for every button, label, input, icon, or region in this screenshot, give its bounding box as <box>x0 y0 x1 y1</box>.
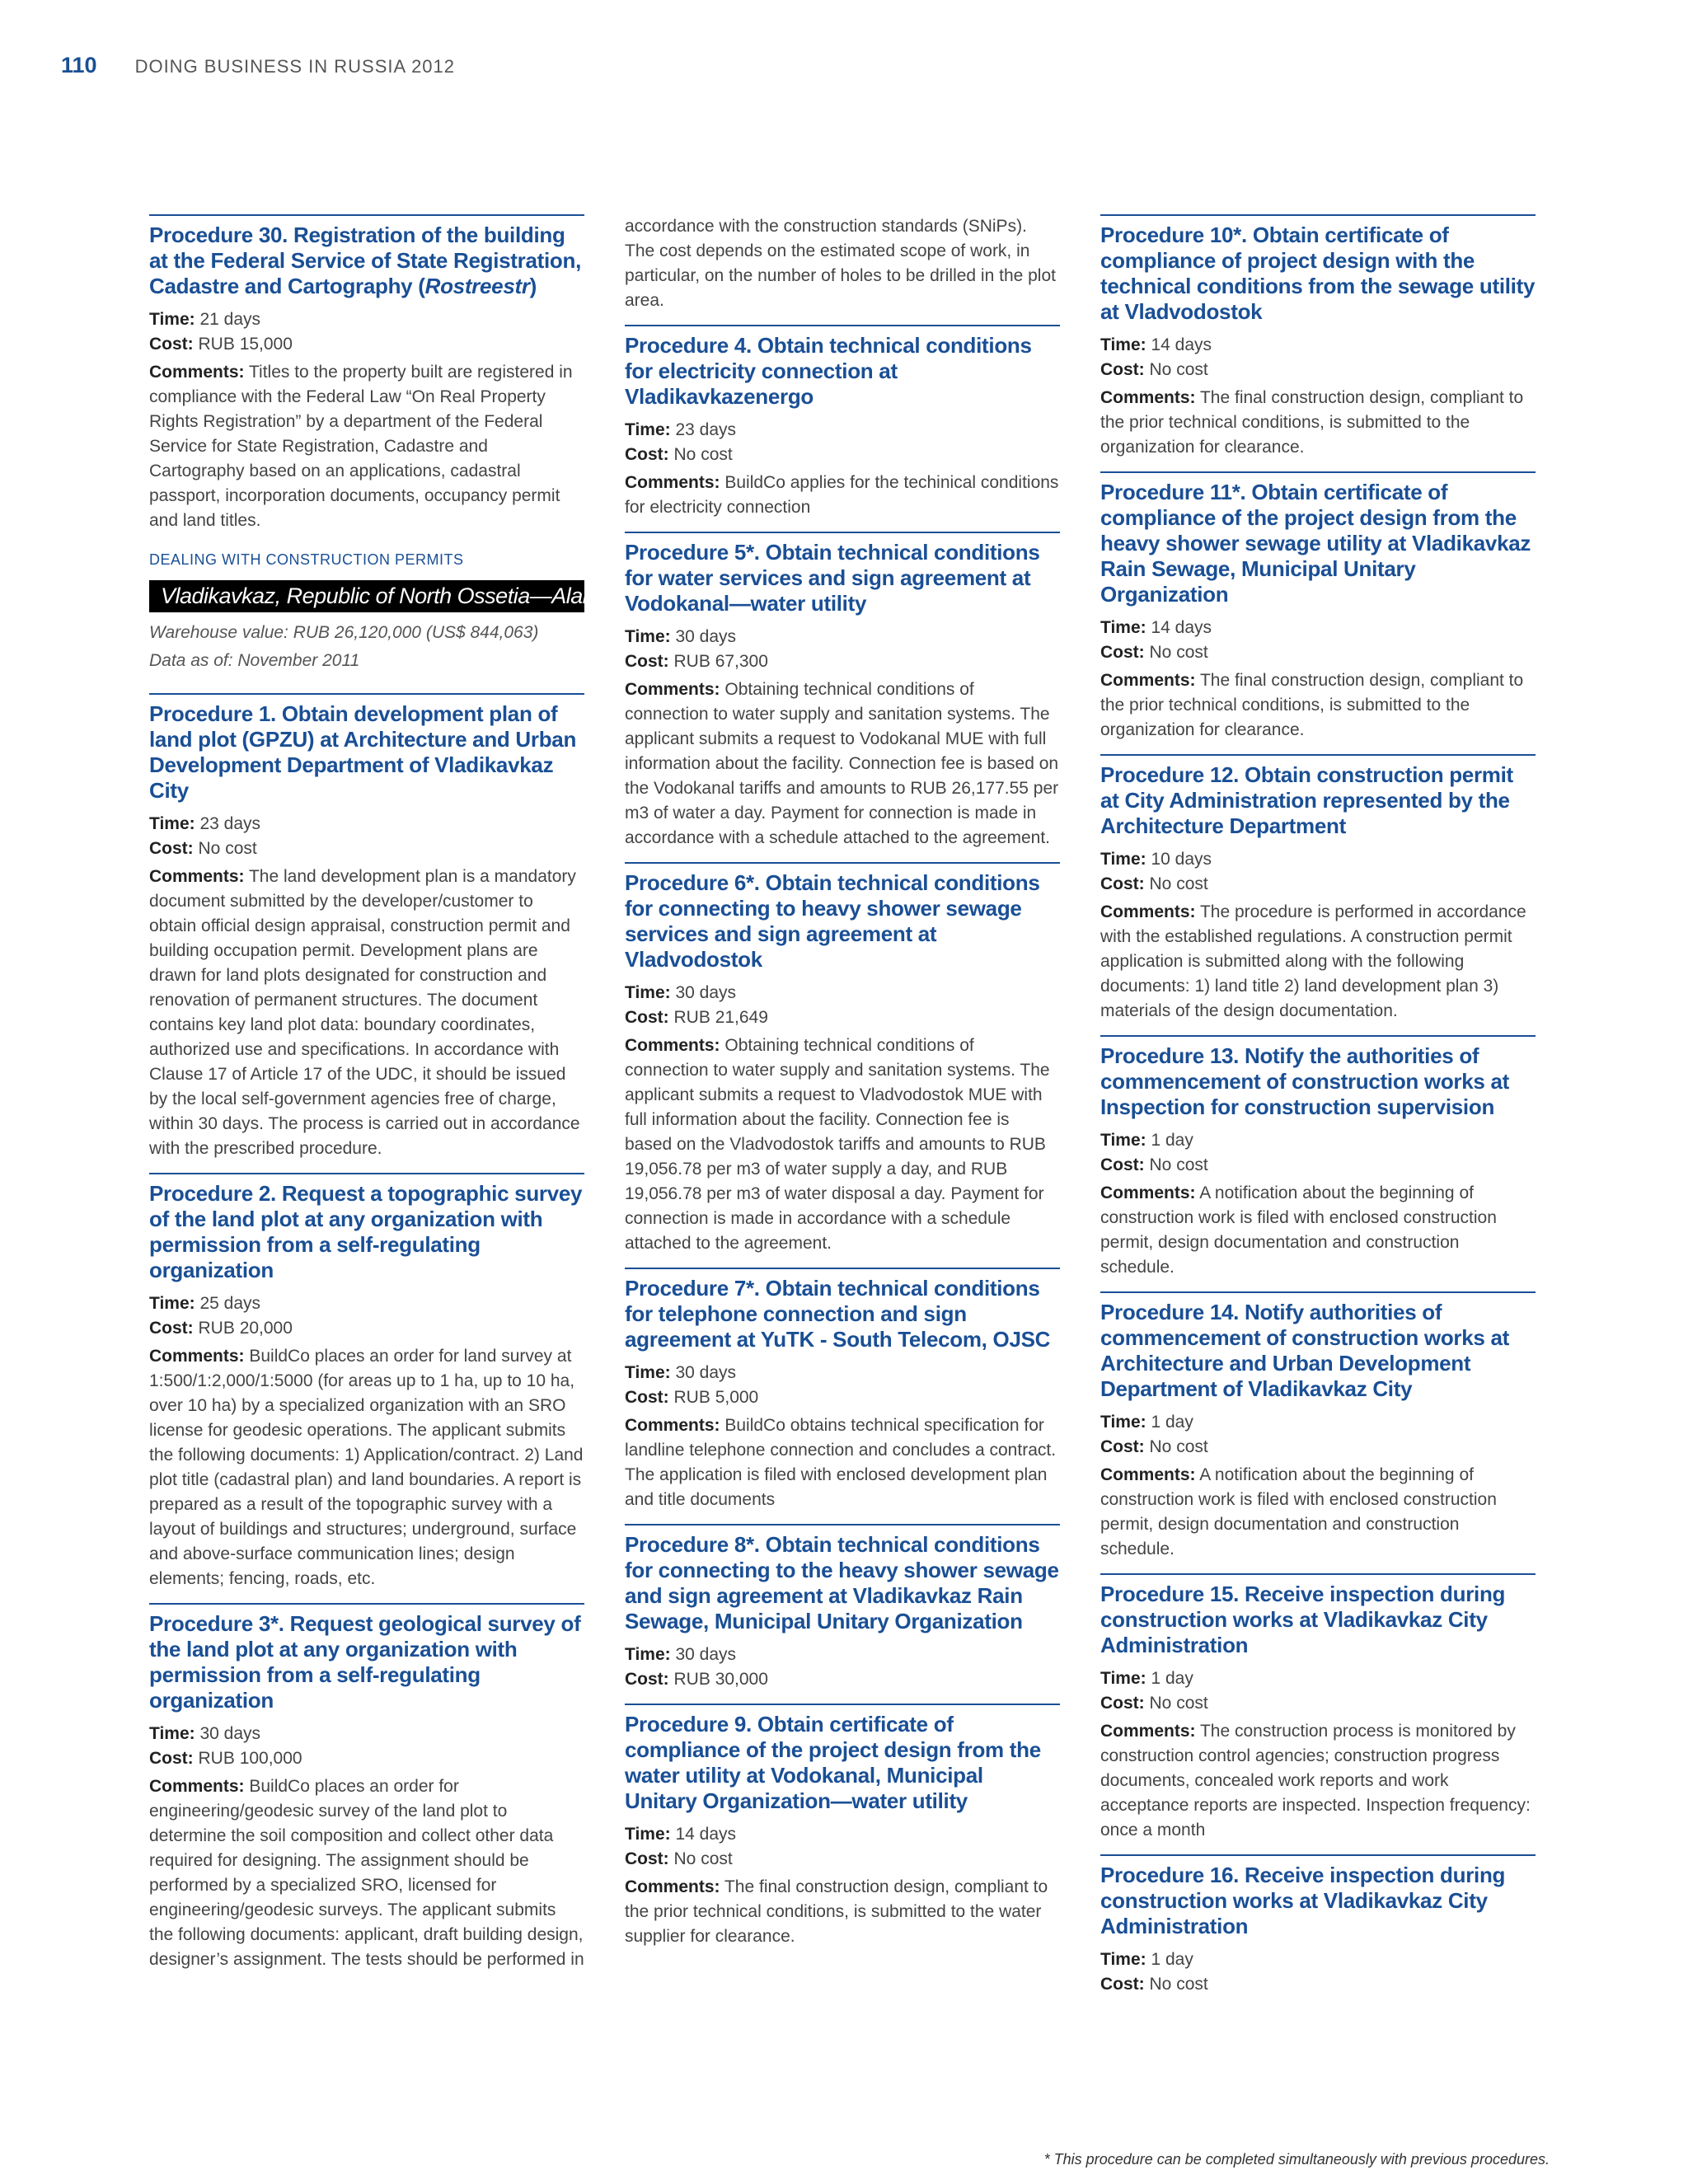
procedure-9 <box>625 1704 1060 1949</box>
time-field: Time: 1 day <box>1100 1669 1193 1688</box>
cost-field: Cost: RUB 30,000 <box>625 1670 768 1689</box>
time-field: Time: 30 days <box>625 627 737 646</box>
time-field: Time: 23 days <box>625 420 737 439</box>
cost-field: Cost: No cost <box>625 445 733 464</box>
time-field: Time: 10 days <box>1100 850 1212 869</box>
cost-field: Cost: RUB 67,300 <box>625 652 768 671</box>
time-field: Time: 14 days <box>625 1825 737 1844</box>
comments-field: Comments: The final construction design, compliant to the prior technical conditions, is submitted to the organization for clearance. <box>1100 671 1524 739</box>
time-field: Time: 14 days <box>1100 618 1212 637</box>
procedure-3 <box>149 1603 584 1972</box>
footnote: * This procedure can be completed simultaneously with previous procedures. <box>1043 2151 1550 2168</box>
column-1 <box>149 214 612 1984</box>
city-banner: Vladikavkaz, Republic of North Ossetia—Alania <box>149 580 584 612</box>
procedure-title: Procedure 2. Request a topographic survey of the land plot at any organization with permission from a self-regulating organization <box>149 1181 583 1282</box>
procedure-8 <box>625 1524 1060 1692</box>
procedure-title: Procedure 4. Obtain technical conditions for electricity connection at Vladikavkazenergo <box>625 333 1032 409</box>
time-field: Time: 14 days <box>1100 335 1212 354</box>
cost-field: Cost: No cost <box>625 1849 733 1868</box>
procedure-title: Procedure 13. Notify the authorities of commencement of construction works at Inspection for construction supervision <box>1100 1043 1510 1119</box>
procedure-12 <box>1100 754 1536 1024</box>
time-field: Time: 30 days <box>625 983 737 1002</box>
cost-field: Cost: RUB 21,649 <box>625 1008 768 1027</box>
data-as-of: Data as of: November 2011 <box>149 651 360 670</box>
cost-field: Cost: No cost <box>1100 360 1208 379</box>
section-label: DEALING WITH CONSTRUCTION PERMITS <box>149 551 464 568</box>
procedure-title: Procedure 5*. Obtain technical conditions for water services and sign agreement at Vodokanal—water utility <box>625 540 1040 616</box>
comments-field: Comments: The construction process is monitored by construction control agencies; construction progress documents, concealed work reports and work acceptance reports are inspected. Inspection frequency: once a month <box>1100 1722 1531 1840</box>
warehouse-value: Warehouse value: RUB 26,120,000 (US$ 844,063) <box>149 623 539 642</box>
comments-field: Comments: Titles to the property built are registered in compliance with the Federal Law “On Real Property Rights Registration” by a department of the Federal Service for State Registration, Cadastre and Cartography based on an applications, cadastral passport, incorporation documents, occupancy permit and land titles. <box>149 363 573 530</box>
page-header <box>61 53 455 78</box>
procedure-title: Procedure 6*. Obtain technical conditions for connecting to heavy shower sewage services and sign agreement at Vladvodostok <box>625 870 1040 972</box>
continued-text: accordance with the construction standards (SNiPs). The cost depends on the estimated scope of work, in particular, on the number of holes to be drilled in the plot area. <box>625 217 1056 310</box>
procedure-title: Procedure 10*. Obtain certificate of compliance of project design with the technical conditions from the sewage utility at Vladvodostok <box>1100 223 1536 324</box>
cost-field: Cost: RUB 100,000 <box>149 1749 302 1768</box>
running-title: DOING BUSINESS IN RUSSIA 2012 <box>134 56 456 77</box>
procedure-1 <box>149 693 584 1161</box>
cost-field: Cost: RUB 20,000 <box>149 1319 293 1338</box>
time-field: Time: 1 day <box>1100 1413 1193 1432</box>
comments-field: Comments: Obtaining technical conditions of connection to water supply and sanitation systems. The applicant submits a request to Vodokanal MUE with full information about the facility. Connection fee is based on the Vodokanal tariffs and amounts to RUB 26,177.55 per m3 of water a day. Payment for connection is made in accordance with a schedule attached to the agreement. <box>625 680 1059 847</box>
time-field: Time: 30 days <box>625 1363 737 1382</box>
comments-field: Comments: BuildCo applies for the techinical conditions for electricity connection <box>625 473 1059 517</box>
procedure-title: Procedure 14. Notify authorities of commencement of construction works at Architecture and Urban Development Department of Vladikavkaz City <box>1100 1300 1510 1401</box>
time-field: Time: 30 days <box>149 1724 261 1743</box>
column-2 <box>625 214 1060 1961</box>
procedure-2 <box>149 1173 584 1591</box>
cost-field: Cost: No cost <box>1100 1694 1208 1713</box>
cost-field: Cost: RUB 15,000 <box>149 335 293 354</box>
time-field: Time: 1 day <box>1100 1950 1193 1969</box>
procedure-30 <box>149 214 584 533</box>
cost-field: Cost: No cost <box>1100 1437 1208 1456</box>
cost-field: Cost: No cost <box>1100 1975 1208 1994</box>
cost-field: Cost: No cost <box>1100 1155 1208 1174</box>
procedure-14 <box>1100 1291 1536 1562</box>
comments-field: Comments: A notification about the beginning of construction work is filed with enclosed construction permit, design documentation and construction schedule. <box>1100 1465 1497 1558</box>
time-field: Time: 1 day <box>1100 1131 1193 1150</box>
time-field: Time: 23 days <box>149 814 261 833</box>
column-3 <box>1100 214 1536 2008</box>
comments-field: Comments: BuildCo places an order for engineering/geodesic survey of the land plot to determine the soil composition and collect other data required for designing. The assignment should be performed by a specialized SRO, licensed for engineering/geodesic surveys. The applicant submits the following documents: applicant, draft building design, designer’s assignment. The tests should be performed in <box>149 1777 584 1969</box>
procedure-title: Procedure 30. Registration of the building at the Federal Service of State Registration, Cadastre and Cartography (Rostreestr) <box>149 223 581 298</box>
comments-field: Comments: The final construction design, compliant to the prior technical conditions, is submitted to the water supplier for clearance. <box>625 1877 1048 1946</box>
city-meta <box>149 619 584 675</box>
cost-field: Cost: No cost <box>1100 643 1208 662</box>
procedure-title: Procedure 9. Obtain certificate of compliance of the project design from the water utility at Vodokanal, Municipal Unitary Organization—water utility <box>625 1712 1041 1813</box>
procedure-title: Procedure 16. Receive inspection during construction works at Vladikavkaz City Administration <box>1100 1863 1506 1938</box>
comments-field: Comments: The procedure is performed in accordance with the established regulations. A construction permit application is submitted along with the following documents: 1) land title 2) land development plan 3) materials of the design documentation. <box>1100 902 1526 1020</box>
comments-field: Comments: The land development plan is a mandatory document submitted by the developer/customer to obtain official design appraisal, construction permit and building occupation permit. Development plans are drawn for land plots designated for construction and renovation of permanent structures. The document contains key land plot data: boundary coordinates, authorized use and specifications. In accordance with Clause 17 of Article 17 of the UDC, it should be issued by the local self-government agencies free of charge, within 30 days. The process is carried out in accordance with the prescribed procedure. <box>149 867 580 1158</box>
time-field: Time: 25 days <box>149 1294 261 1313</box>
procedure-title: Procedure 7*. Obtain technical conditions for telephone connection and sign agreement at YuTK - South Telecom, OJSC <box>625 1276 1051 1352</box>
procedure-title: Procedure 11*. Obtain certificate of compliance of the project design from the heavy shower sewage utility at Vladikavkaz Rain Sewage, Municipal Unitary Organization <box>1100 480 1531 607</box>
page-number: 110 <box>61 53 97 77</box>
procedure-7 <box>625 1268 1060 1512</box>
procedure-title: Procedure 15. Receive inspection during construction works at Vladikavkaz City Administration <box>1100 1582 1506 1657</box>
rostreestr-term: Rostreestr <box>424 274 530 298</box>
procedure-15 <box>1100 1573 1536 1843</box>
procedure-title: Procedure 8*. Obtain technical conditions for connecting to the heavy shower sewage and sign agreement at Vladikavkaz Rain Sewage, Municipal Unitary Organization <box>625 1532 1059 1633</box>
comments-field: Comments: BuildCo obtains technical specification for landline telephone connection and concludes a contract. The application is filed with enclosed development plan and title documents <box>625 1416 1057 1509</box>
procedure-4 <box>625 325 1060 520</box>
cost-field: Cost: RUB 5,000 <box>625 1388 759 1407</box>
comments-field: Comments: BuildCo places an order for land survey at 1:500/1:2,000/1:5000 (for areas up to 1 ha, up to 10 ha, over 10 ha) by a specialized organization with an SRO license for geodesic operations. The applicant submits the following documents: 1) Application/contract. 2) Land plot title (cadastral plan) and land boundaries. A report is prepared as a result of the topographic survey with a layout of buildings and structures; underground, surface and above-surface communication lines; design elements; fencing, roads, etc. <box>149 1347 584 1588</box>
cost-field: Cost: No cost <box>1100 874 1208 893</box>
procedure-5 <box>625 532 1060 851</box>
procedure-16 <box>1100 1854 1536 1997</box>
procedure-11 <box>1100 471 1536 743</box>
comments-field: Comments: Obtaining technical conditions of connection to water supply and sanitation systems. The applicant submits a request to Vladvodostok MUE with full information about the facility. Connection fee is based on the Vladvodostok tariffs and amounts to RUB 19,056.78 per m3 of water supply a day, and RUB 19,056.78 per m3 of water disposal a day. Payment for connection is made in accordance with a schedule attached to the agreement. <box>625 1036 1050 1253</box>
comments-field: Comments: A notification about the beginning of construction work is filed with enclosed construction permit, design documentation and construction schedule. <box>1100 1183 1497 1277</box>
procedure-title: Procedure 3*. Request geological survey of the land plot at any organization with permission from a self-regulating organization <box>149 1611 581 1713</box>
comments-field: Comments: The final construction design, compliant to the prior technical conditions, is submitted to the organization for clearance. <box>1100 388 1524 457</box>
procedure-13 <box>1100 1035 1536 1280</box>
cost-field: Cost: No cost <box>149 839 257 858</box>
time-field: Time: 21 days <box>149 310 261 329</box>
procedure-title: Procedure 12. Obtain construction permit at City Administration represented by the Architecture Department <box>1100 762 1513 838</box>
procedure-10 <box>1100 214 1536 460</box>
procedure-title: Procedure 1. Obtain development plan of land plot (GPZU) at Architecture and Urban Development Department of Vladikavkaz City <box>149 701 577 803</box>
procedure-6 <box>625 862 1060 1256</box>
time-field: Time: 30 days <box>625 1645 737 1664</box>
